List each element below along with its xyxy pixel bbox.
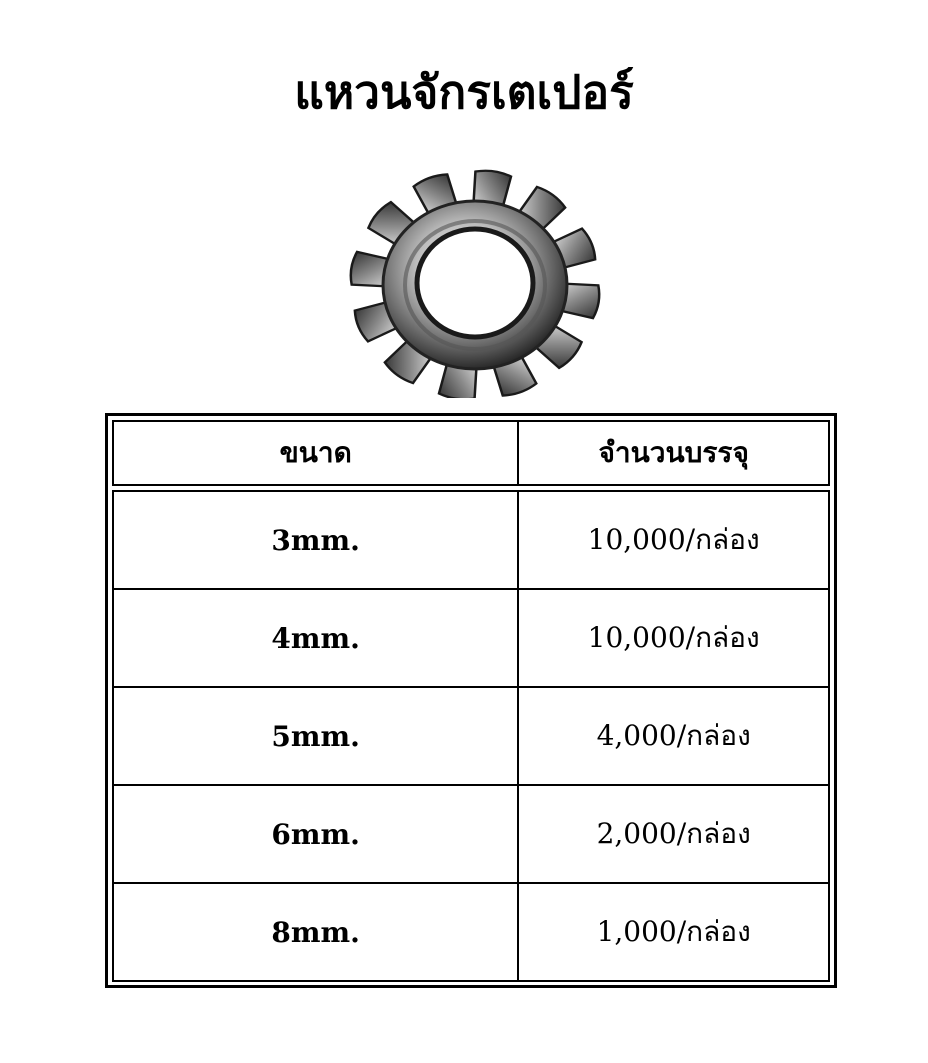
table-row: [113, 589, 829, 687]
size-cell: 4mm.: [113, 589, 518, 687]
header-quantity: จำนวนบรรจุ: [518, 421, 829, 485]
size-cell: 8mm.: [113, 883, 518, 981]
table-row: [113, 785, 829, 883]
header-size: ขนาด: [113, 421, 518, 485]
quantity-cell: 2,000/กล่อง: [518, 785, 829, 883]
table-row: [113, 687, 829, 785]
quantity-cell: 4,000/กล่อง: [518, 687, 829, 785]
size-cell: 6mm.: [113, 785, 518, 883]
packaging-table: [112, 420, 830, 982]
quantity-cell: 10,000/กล่อง: [518, 491, 829, 589]
table-row: [113, 883, 829, 981]
quantity-cell: 1,000/กล่อง: [518, 883, 829, 981]
size-cell: 5mm.: [113, 687, 518, 785]
page-title: แหวนจักรเตเปอร์: [294, 65, 634, 119]
table-row: [113, 491, 829, 589]
table-header-row: [113, 421, 829, 485]
size-cell: 3mm.: [113, 491, 518, 589]
quantity-cell: 10,000/กล่อง: [518, 589, 829, 687]
tooth-lock-washer-icon: [340, 168, 610, 398]
